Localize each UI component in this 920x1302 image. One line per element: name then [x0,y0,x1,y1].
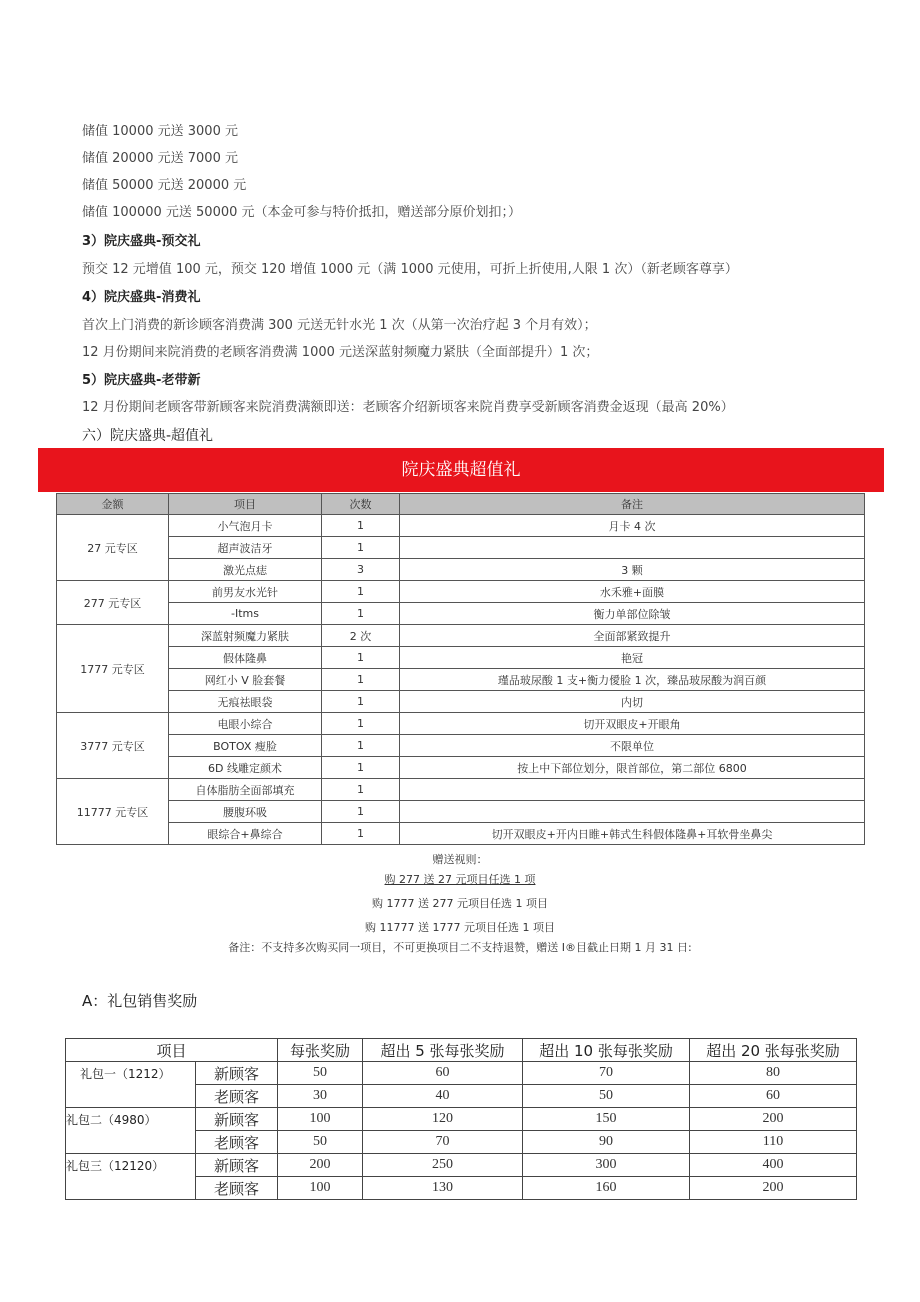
reward-table-header [66,1039,857,1062]
note-cell [400,801,865,823]
reward-table [65,1038,857,1200]
note-cell: 全面部紧致提升 [400,625,865,647]
note-cell: 切开双眼皮+开眼角 [400,713,865,735]
count-cell: 1 [322,537,400,559]
header-per-card: 每张奖励 [278,1039,363,1062]
count-cell: 1 [322,691,400,713]
gift-remark: 备注：不支持多次购买同一项目，不可更换项目二不支持退赞，赠送 I®目截止日期 1 月 31 日: [228,941,692,954]
table-row [57,779,865,801]
count-cell: 2 次 [322,625,400,647]
header-over-10: 超出 10 张每张奖励 [523,1039,690,1062]
note-cell [400,537,865,559]
header-over-20: 超出 20 张每张奖励 [690,1039,857,1062]
item-cell: 电眼小综合 [169,713,322,735]
count-cell: 1 [322,757,400,779]
banner-title: 院庆盛典超值礼 [38,448,884,492]
note-cell: 按上中下部位划分，限首部位，第二部位 6800 [400,757,865,779]
table-row [57,691,865,713]
value-cell: 60 [690,1085,857,1108]
note-cell: 不限单位 [400,735,865,757]
value-cell: 120 [363,1108,523,1131]
gift-rule-1 [0,871,920,887]
table-row [57,581,865,603]
value-cell: 400 [690,1154,857,1177]
count-cell: 1 [322,515,400,537]
value-cell: 200 [690,1108,857,1131]
zone-cell: 27 元专区 [57,515,169,581]
note-cell: 3 颗 [400,559,865,581]
item-cell: 无痕祛眼袋 [169,691,322,713]
customer-type: 新顾客 [196,1108,278,1131]
item-cell: 超声波洁牙 [169,537,322,559]
value-cell: 110 [690,1131,857,1154]
table-row [66,1062,857,1085]
deposit-line-3: 储值 50000 元送 20000 元 [82,178,247,193]
package-name: 礼包一（1212） [66,1062,196,1108]
table-row [57,537,865,559]
section-4-line-1: 首次上门消费的新诊顾客消费满 300 元送无针水光 1 次（从第一次治疗起 3 个月有效）； [82,318,597,333]
gift-rule-3: 购 11777 送 1777 元项目任选 1 项目 [365,921,555,934]
count-cell: 1 [322,669,400,691]
table-row [57,559,865,581]
value-cell: 250 [363,1154,523,1177]
customer-type: 老顾客 [196,1131,278,1154]
note-cell: 衡力单部位除皱 [400,603,865,625]
value-cell: 200 [690,1177,857,1200]
item-cell: 深蓝射频魔力紧肤 [169,625,322,647]
table-row [66,1108,857,1131]
table-row [57,735,865,757]
note-cell: 内切 [400,691,865,713]
table-row [57,757,865,779]
note-cell [400,779,865,801]
table-row [57,603,865,625]
table-row [57,647,865,669]
header-amount: 金额 [57,494,169,515]
note-cell: 艳冠 [400,647,865,669]
gift-rules-title: 赠送视则： [432,853,488,866]
package-name: 礼包二（4980） [66,1108,196,1154]
item-cell: BOTOX 瘦脸 [169,735,322,757]
value-cell: 200 [278,1154,363,1177]
count-cell: 1 [322,735,400,757]
count-cell: 1 [322,779,400,801]
zone-cell: 11777 元专区 [57,779,169,845]
section-5-line: 12 月份期间老顾客带新顾客来院消费满额即送：老顾客介绍新顷客来院肖费享受新顾客消费金返现（最高 20%） [82,400,734,415]
table-row [57,669,865,691]
table-row [57,625,865,647]
header-item: 项目 [169,494,322,515]
item-cell: 6D 线雕定颜术 [169,757,322,779]
section-7-heading: A：礼包销售奖励 [82,992,198,1010]
value-cell: 130 [363,1177,523,1200]
header-count: 次数 [322,494,400,515]
header-note: 备注 [400,494,865,515]
gift-table [56,493,865,845]
count-cell: 1 [322,801,400,823]
header-over-5: 超出 5 张每张奖励 [363,1039,523,1062]
value-cell: 50 [278,1062,363,1085]
table-row [57,713,865,735]
value-cell: 150 [523,1108,690,1131]
note-cell: 切开双眼皮+开内日睢+韩式生科假体隆鼻+耳软骨坐鼻尖 [400,823,865,845]
value-cell: 50 [278,1131,363,1154]
value-cell: 70 [363,1131,523,1154]
table-row [57,515,865,537]
count-cell: 1 [322,603,400,625]
value-cell: 300 [523,1154,690,1177]
value-cell: 100 [278,1108,363,1131]
value-cell: 60 [363,1062,523,1085]
value-cell: 50 [523,1085,690,1108]
zone-cell: 1777 元专区 [57,625,169,713]
deposit-line-2: 储值 20000 元送 7000 元 [82,151,238,166]
table-row [57,801,865,823]
item-cell: -Itms [169,603,322,625]
deposit-line-1: 储值 10000 元送 3000 元 [82,124,238,139]
item-cell: 腰腹环吸 [169,801,322,823]
gift-rule-1-text: 购 277 送 27 元项目任选 1 项 [384,873,536,886]
count-cell: 1 [322,647,400,669]
note-cell: 水禾雅+面膜 [400,581,865,603]
section-3-line: 预交 12 元增值 100 元，预交 120 增值 1000 元（满 1000 元使用，可折上折使用,人限 1 次）（新老顾客尊享） [82,262,738,277]
value-cell: 70 [523,1062,690,1085]
section-4-line-2: 12 月份期间来院消费的老顾客消费满 1000 元送深蓝射频魔力紧肤（全面部提升）1 次； [82,345,599,360]
zone-cell: 3777 元专区 [57,713,169,779]
section-4-heading: 4）院庆盛典-消费礼 [82,290,201,305]
item-cell: 眼综合+鼻综合 [169,823,322,845]
note-cell: 瑾品玻尿酸 1 支+衡力僾脸 1 次，臻品玻尿酸为润百颜 [400,669,865,691]
value-cell: 100 [278,1177,363,1200]
customer-type: 新顾客 [196,1062,278,1085]
gift-rule-2: 购 1777 送 277 元项目任选 1 项目 [372,897,548,910]
count-cell: 3 [322,559,400,581]
item-cell: 假体隆鼻 [169,647,322,669]
section-5-heading: 5）院庆盛典-老带新 [82,373,201,388]
section-3-heading: 3）院庆盛典-预交礼 [82,234,201,249]
header-project: 项目 [66,1039,278,1062]
item-cell: 小气泡月卡 [169,515,322,537]
count-cell: 1 [322,823,400,845]
value-cell: 80 [690,1062,857,1085]
section-6-heading: 六）院庆盛典-超值礼 [82,428,214,444]
item-cell: 自体脂肪全面部填充 [169,779,322,801]
package-name: 礼包三（12120） [66,1154,196,1200]
value-cell: 40 [363,1085,523,1108]
zone-cell: 277 元专区 [57,581,169,625]
customer-type: 老顾客 [196,1177,278,1200]
count-cell: 1 [322,581,400,603]
value-cell: 30 [278,1085,363,1108]
item-cell: 网红小 V 脸套餐 [169,669,322,691]
customer-type: 老顾客 [196,1085,278,1108]
count-cell: 1 [322,713,400,735]
value-cell: 90 [523,1131,690,1154]
note-cell: 月卡 4 次 [400,515,865,537]
customer-type: 新顾客 [196,1154,278,1177]
table-row [66,1154,857,1177]
gift-table-header [57,494,865,515]
deposit-line-4: 储值 100000 元送 50000 元（本金可参与特价抵扣，赠送部分原价划扣；） [82,205,522,220]
table-row [57,823,865,845]
value-cell: 160 [523,1177,690,1200]
item-cell: 激光点痣 [169,559,322,581]
item-cell: 前男友水光针 [169,581,322,603]
